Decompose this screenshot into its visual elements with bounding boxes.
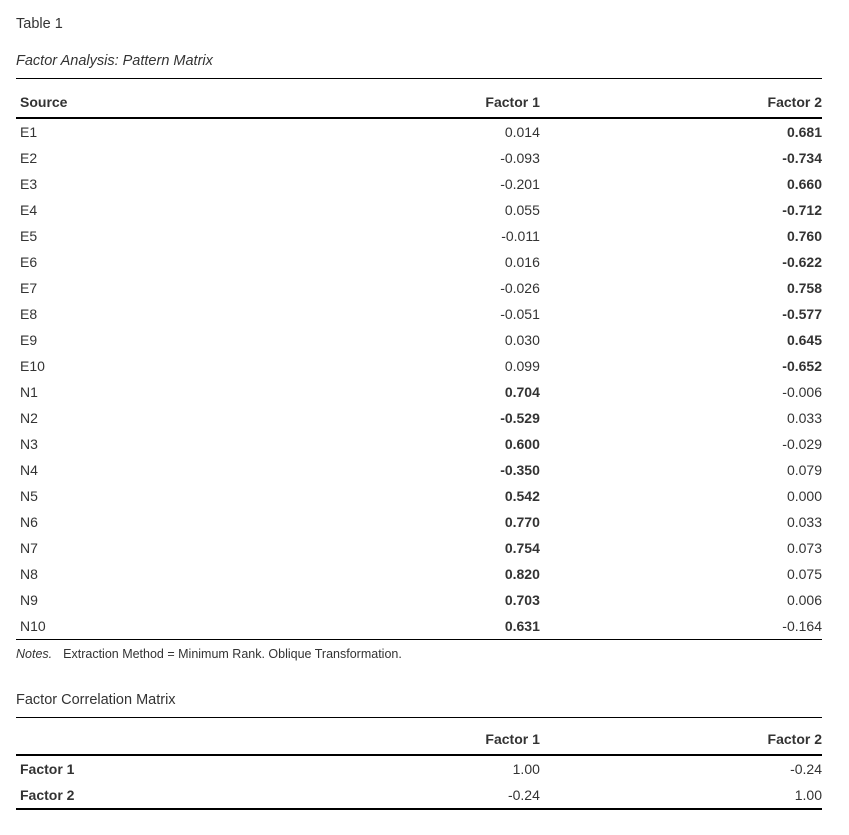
table-row bbox=[16, 755, 822, 782]
column-header-source: Source bbox=[16, 79, 258, 119]
correlation-matrix-title: Factor Correlation Matrix bbox=[16, 692, 176, 708]
factor1-cell: 0.820 bbox=[504, 566, 540, 582]
source-cell: N2 bbox=[20, 410, 38, 426]
pattern-matrix-body bbox=[16, 118, 822, 640]
factor1-cell: -0.093 bbox=[500, 150, 540, 166]
factor2-cell: 0.073 bbox=[786, 540, 822, 556]
factor1-cell: -0.011 bbox=[501, 228, 540, 244]
source-cell: E7 bbox=[20, 280, 38, 296]
factor2-cell: -0.652 bbox=[782, 358, 822, 374]
source-cell: N10 bbox=[20, 618, 46, 634]
factor1-cell: 0.099 bbox=[504, 358, 540, 374]
factor1-cell: 1.00 bbox=[512, 761, 540, 777]
factor1-cell: 0.030 bbox=[504, 332, 540, 348]
factor2-cell: 0.660 bbox=[786, 176, 822, 192]
source-cell: E3 bbox=[20, 176, 38, 192]
row-label-cell: Factor 2 bbox=[20, 787, 75, 803]
factor1-cell: 0.703 bbox=[504, 592, 540, 608]
factor2-cell: 0.645 bbox=[786, 332, 822, 348]
source-cell: N6 bbox=[20, 514, 38, 530]
table-row bbox=[16, 145, 822, 171]
factor2-cell: 1.00 bbox=[794, 787, 822, 803]
factor2-cell: 0.006 bbox=[786, 592, 822, 608]
source-cell: E5 bbox=[20, 228, 38, 244]
correlation-matrix-body bbox=[16, 755, 822, 809]
factor2-cell: -0.164 bbox=[782, 618, 822, 634]
table-row bbox=[16, 431, 822, 457]
source-cell: N8 bbox=[20, 566, 38, 582]
table-row bbox=[16, 118, 822, 145]
factor2-cell: -0.006 bbox=[782, 384, 822, 400]
factor2-cell: 0.033 bbox=[786, 514, 822, 530]
factor1-cell: -0.201 bbox=[500, 176, 540, 192]
factor2-cell: -0.712 bbox=[782, 202, 822, 218]
table-row bbox=[16, 613, 822, 640]
table-row bbox=[16, 197, 822, 223]
row-label-cell: Factor 1 bbox=[20, 761, 75, 777]
table-row bbox=[16, 249, 822, 275]
factor1-cell: 0.542 bbox=[504, 488, 540, 504]
source-cell: N5 bbox=[20, 488, 38, 504]
table-row bbox=[16, 561, 822, 587]
notes bbox=[16, 647, 822, 661]
header-row bbox=[16, 718, 822, 756]
source-cell: N3 bbox=[20, 436, 38, 452]
factor1-cell: -0.026 bbox=[500, 280, 540, 296]
column-header-factor2: Factor 2 bbox=[540, 79, 822, 119]
table-row bbox=[16, 301, 822, 327]
notes-text: Extraction Method = Minimum Rank. Oblique Transformation. bbox=[63, 647, 402, 661]
factor1-cell: 0.016 bbox=[504, 254, 540, 270]
factor1-cell: 0.055 bbox=[504, 202, 540, 218]
table-row bbox=[16, 379, 822, 405]
column-header-empty bbox=[16, 718, 258, 756]
factor1-cell: 0.014 bbox=[504, 124, 540, 140]
factor1-cell: -0.24 bbox=[507, 787, 540, 803]
factor1-cell: 0.770 bbox=[504, 514, 540, 530]
table-row bbox=[16, 353, 822, 379]
table-row bbox=[16, 405, 822, 431]
header-row bbox=[16, 79, 822, 119]
table-row bbox=[16, 457, 822, 483]
column-header-factor2: Factor 2 bbox=[540, 718, 822, 756]
source-cell: E6 bbox=[20, 254, 38, 270]
source-cell: N4 bbox=[20, 462, 38, 478]
factor2-cell: 0.000 bbox=[786, 488, 822, 504]
factor2-cell: -0.577 bbox=[782, 306, 822, 322]
table-row bbox=[16, 483, 822, 509]
table-row bbox=[16, 327, 822, 353]
table-row bbox=[16, 587, 822, 613]
factor1-cell: 0.754 bbox=[504, 540, 540, 556]
table-row bbox=[16, 223, 822, 249]
factor1-cell: -0.051 bbox=[500, 306, 540, 322]
source-cell: E2 bbox=[20, 150, 38, 166]
table-row bbox=[16, 171, 822, 197]
factor2-cell: 0.760 bbox=[786, 228, 822, 244]
pattern-matrix-header bbox=[16, 79, 822, 119]
table-label: Table 1 bbox=[16, 16, 63, 32]
factor2-cell: 0.758 bbox=[786, 280, 822, 296]
factor2-cell: -0.734 bbox=[782, 150, 822, 166]
source-cell: N7 bbox=[20, 540, 38, 556]
factor2-cell: 0.681 bbox=[786, 124, 822, 140]
source-cell: E4 bbox=[20, 202, 38, 218]
column-header-factor1: Factor 1 bbox=[258, 79, 540, 119]
source-cell: E9 bbox=[20, 332, 38, 348]
column-header-factor1: Factor 1 bbox=[258, 718, 540, 756]
notes-label: Notes. bbox=[16, 647, 53, 661]
table-title: Factor Analysis: Pattern Matrix bbox=[16, 53, 213, 69]
factor2-cell: -0.029 bbox=[782, 436, 822, 452]
source-cell: N9 bbox=[20, 592, 38, 608]
correlation-matrix-header bbox=[16, 718, 822, 756]
factor1-cell: 0.631 bbox=[504, 618, 540, 634]
correlation-matrix-table bbox=[16, 717, 822, 810]
table-row bbox=[16, 275, 822, 301]
factor2-cell: 0.075 bbox=[786, 566, 822, 582]
table-row bbox=[16, 509, 822, 535]
pattern-matrix-table bbox=[16, 78, 822, 640]
source-cell: E8 bbox=[20, 306, 38, 322]
source-cell: E1 bbox=[20, 124, 38, 140]
factor1-cell: 0.704 bbox=[504, 384, 540, 400]
factor2-cell: 0.079 bbox=[786, 462, 822, 478]
source-cell: N1 bbox=[20, 384, 38, 400]
source-cell: E10 bbox=[20, 358, 45, 374]
table-row bbox=[16, 782, 822, 809]
factor1-cell: 0.600 bbox=[504, 436, 540, 452]
factor2-cell: -0.24 bbox=[790, 761, 822, 777]
factor2-cell: -0.622 bbox=[782, 254, 822, 270]
factor2-cell: 0.033 bbox=[786, 410, 822, 426]
factor1-cell: -0.350 bbox=[500, 462, 540, 478]
table-row bbox=[16, 535, 822, 561]
factor1-cell: -0.529 bbox=[500, 410, 540, 426]
